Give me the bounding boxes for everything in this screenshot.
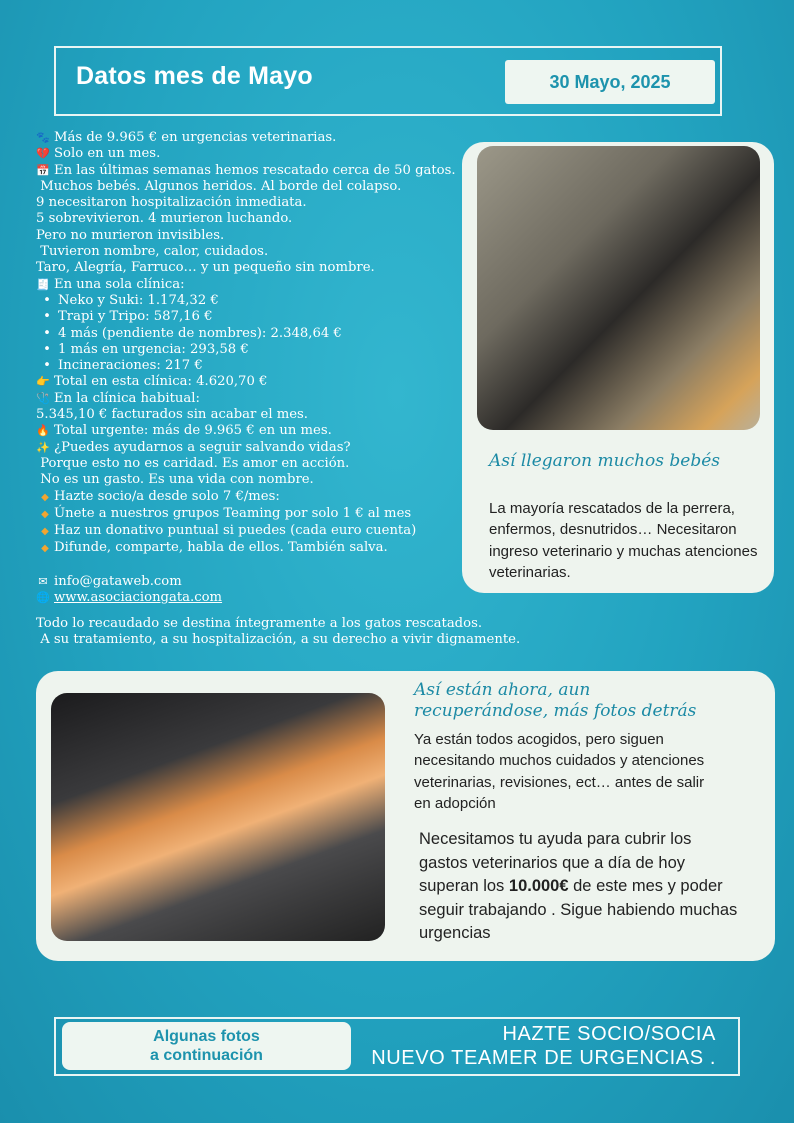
help-item: ◆ Difunde, comparte, habla de ellos. También salva.: [36, 540, 456, 557]
diamond-bullet-icon: ◆: [41, 543, 49, 555]
more-photos-button[interactable]: Algunas fotos a continuación: [62, 1022, 351, 1070]
donation-summary: [36, 130, 456, 606]
summary-line: 📅 En las últimas semanas hemos rescatado cerca de 50 gatos.: [36, 162, 456, 178]
diamond-bullet-icon: ◆: [41, 508, 49, 520]
receipt-icon: 🧾: [36, 277, 50, 291]
summary-line: 🧾 En una sola clínica:: [36, 276, 185, 292]
date-badge: 30 Mayo, 2025: [505, 60, 715, 104]
diamond-bullet-icon: ◆: [41, 526, 49, 538]
fire-icon: 🔥: [36, 424, 50, 438]
help-item: ◆ Únete a nuestros grupos Teaming por solo 1 € al mes: [36, 506, 456, 523]
kittens-arrival-photo: [477, 146, 760, 430]
contact-website[interactable]: [36, 590, 456, 606]
clinic-item: • Trapi y Tripo: 587,16 €: [36, 309, 456, 325]
arrival-description: La mayoría rescatados de la perrera, enfermos, desnutridos… Necesitaron ingreso veterinario y muchas atenciones veterinarias.: [489, 500, 758, 581]
help-item: ◆ Hazte socio/a desde solo 7 €/mes:: [36, 489, 456, 506]
bullet-icon: •: [43, 358, 51, 374]
total-line: 🔥 Total urgente: más de 9.965 € en un mes.: [36, 423, 332, 439]
total-line: Porque esto no es caridad. Es amor en acción.: [36, 455, 350, 471]
funds-note-line: Todo lo recaudado se destina íntegramente a los gatos rescatados.: [36, 616, 483, 631]
total-line: No es un gasto. Es una vida con nombre.: [36, 472, 314, 488]
total-line: 🩺 En la clínica habitual:: [36, 390, 200, 406]
funds-note: [36, 616, 756, 649]
summary-line: Muchos bebés. Algunos heridos. Al borde del colapso.: [36, 178, 402, 194]
paw-icon: 🐾: [36, 131, 50, 144]
recovery-description: Ya están todos acogidos, pero siguen necesitando muchos cuidados y atenciones veterinarias, revisiones, ect… antes de salir en adopción: [414, 731, 705, 812]
summary-line: Pero no murieron invisibles.: [36, 227, 225, 243]
calendar-icon: 📅: [36, 163, 50, 177]
diamond-bullet-icon: ◆: [41, 491, 49, 503]
summary-line: Taro, Alegría, Farruco… y un pequeño sin nombre.: [36, 260, 375, 276]
sparkles-icon: ✨: [36, 440, 50, 454]
summary-line: 🐾 Más de 9.965 € en urgencias veterinarias.: [36, 130, 337, 145]
bullet-icon: •: [43, 341, 51, 357]
clinic-item: • 4 más (pendiente de nombres): 2.348,64 €: [36, 326, 456, 342]
contact-email[interactable]: ✉ info@gataweb.com: [36, 574, 456, 590]
arrival-caption: Así llegaron muchos bebés: [489, 451, 721, 471]
stethoscope-icon: 🩺: [36, 391, 50, 405]
help-item: ◆ Haz un donativo puntual si puedes (cada euro cuenta): [36, 523, 456, 540]
summary-line: Tuvieron nombre, calor, cuidados.: [36, 244, 269, 260]
total-line: 👉 Total en esta clínica: 4.620,70 €: [36, 374, 268, 390]
broken-heart-icon: 💔: [36, 147, 50, 161]
kittens-recovery-photo: [51, 693, 385, 941]
funding-appeal: Necesitamos tu ayuda para cubrir los gastos veterinarios que a día de hoy superan los 10.000€ de este mes y poder seguir trabajando . Sigue habiendo muchas urgencias: [419, 830, 738, 942]
recovery-caption-line: Así están ahora, aun: [414, 680, 591, 700]
clinic-item: • Neko y Suki: 1.174,32 €: [36, 293, 456, 309]
summary-line: 9 necesitaron hospitalización inmediata.: [36, 195, 307, 211]
pointing-hand-icon: 👉: [36, 375, 50, 389]
spacer: [36, 558, 456, 574]
bullet-icon: •: [43, 325, 51, 341]
clinic-item: • Incineraciones: 217 €: [36, 358, 456, 374]
recovery-caption: [414, 680, 714, 722]
clinic-item: • 1 más en urgencia: 293,58 €: [36, 342, 456, 358]
bullet-icon: •: [43, 292, 51, 308]
funds-note-line: A su tratamiento, a su hospitalización, a su derecho a vivir dignamente.: [36, 632, 521, 648]
recovery-caption-line: recuperándose, más fotos detrás: [414, 701, 697, 721]
summary-line: 💔 Solo en un mes.: [36, 146, 161, 162]
membership-cta: HAZTE SOCIO/SOCIA NUEVO TEAMER DE URGENCIAS .: [371, 1023, 716, 1069]
page-title: Datos mes de Mayo: [76, 62, 313, 90]
envelope-icon: ✉: [38, 574, 48, 588]
bullet-icon: •: [43, 309, 51, 325]
website-link[interactable]: www.asociaciongata.com: [54, 590, 223, 606]
summary-line: 5 sobrevivieron. 4 murieron luchando.: [36, 211, 293, 227]
total-line: 5.345,10 € facturados sin acabar el mes.: [36, 407, 308, 423]
amount-highlight: 10.000€: [508, 877, 569, 895]
globe-icon: 🌐: [36, 591, 50, 605]
total-line: ✨ ¿Puedes ayudarnos a seguir salvando vidas?: [36, 439, 351, 455]
